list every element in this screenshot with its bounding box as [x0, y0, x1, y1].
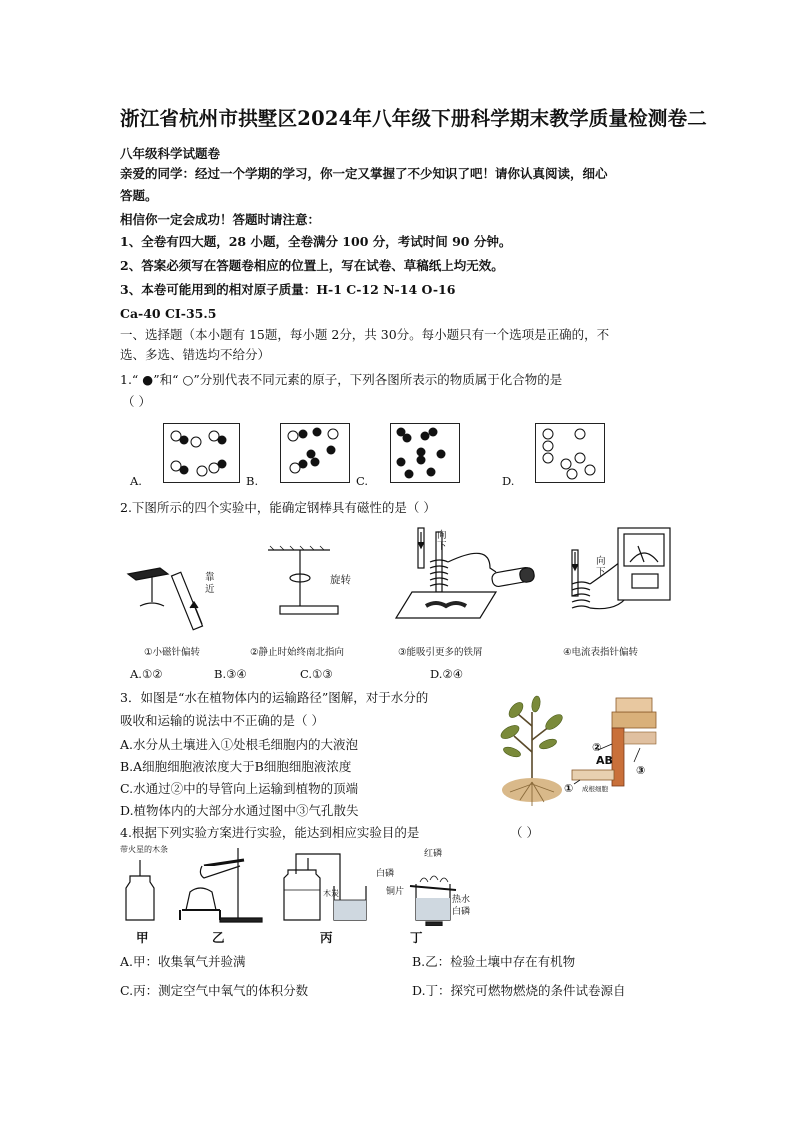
- q3-fig-label-3: ③: [636, 764, 646, 777]
- q4-label-red-phosphorus: 红磷: [424, 849, 443, 859]
- q2-stem: 2.下图所示的四个实验中，能确定钢棒具有磁性的是（ ）: [120, 500, 436, 515]
- q2-label-near: 靠 近: [205, 572, 215, 595]
- q4-name-jia: 甲: [136, 930, 149, 945]
- molecule-diagram-a: [164, 424, 239, 482]
- q3-stem-2: 吸收和运输的说法中不正确的是（ ）: [120, 713, 324, 728]
- q3-fig-label-2: ②: [592, 741, 602, 754]
- q2-option-c: C.①③: [300, 667, 333, 681]
- q4-label-charcoal: 木炭: [323, 889, 339, 898]
- q4-label-copper: 铜片: [386, 887, 405, 897]
- page-title: 浙江省杭州市拱墅区2024年八年级下册科学期末教学质量检测卷二: [120, 107, 707, 130]
- q2-caption-1: ①小磁针偏转: [144, 647, 201, 658]
- q4-paren: （ ）: [510, 825, 539, 840]
- q2-label-rotate: 旋转: [330, 574, 351, 586]
- q2-option-d: D.②④: [430, 667, 464, 681]
- q1-option-a: A.: [130, 474, 142, 488]
- q4-stem: 4.根据下列实验方案进行实验，能达到相应实验目的是: [120, 825, 420, 840]
- q1-option-c: C.: [356, 474, 369, 488]
- q4-name-bing: 丙: [320, 930, 333, 945]
- section-1-line-1: 一、选择题（本小题有 15题，每小题 2分，共 30分。每小题只有一个选项是正确的，不: [120, 327, 610, 342]
- q2-label-down-2: 向 下: [596, 556, 606, 578]
- q2-caption-3: ③能吸引更多的铁屑: [398, 647, 483, 658]
- q3-option-a: A.水分从土壤进入①处根毛细胞内的大液泡: [120, 737, 359, 752]
- q4-label-white-phosphorus-2: 白磷: [452, 907, 471, 917]
- q1-box-a: [163, 423, 240, 483]
- q4-option-b: B.乙：检验土壤中存在有机物: [412, 954, 576, 969]
- intro-line-1: 亲爱的同学：经过一个学期的学习，你一定又掌握了不少知识了吧！请你认真阅读，细心: [120, 166, 608, 181]
- molecule-diagram-c: [391, 424, 459, 482]
- q1-paren: （ ）: [122, 394, 151, 409]
- q1-option-b: B.: [246, 474, 259, 488]
- q3-fig-label-root: 成根细胞: [582, 785, 608, 793]
- rule-4: Ca-40 CI-35.5: [120, 306, 217, 321]
- q4-label-hot-water: 热水: [452, 895, 471, 905]
- q3-option-b: B.A细胞细胞液浓度大于B细胞细胞液浓度: [120, 759, 352, 774]
- q4-option-d: D.丁：探究可燃物燃烧的条件试卷源自: [412, 983, 626, 998]
- q4-option-a: A.甲：收集氧气并验满: [120, 954, 246, 969]
- q3-stem-1: 3．如图是“水在植物体内的运输路径”图解，对于水分的: [120, 690, 429, 705]
- intro-line-3: 相信你一定会成功！答题时请注意：: [120, 212, 321, 227]
- intro-line-2: 答题。: [120, 188, 158, 203]
- q1-box-d: [535, 423, 605, 483]
- q2-option-b: B.③④: [214, 667, 247, 681]
- rule-1: 1、全卷有四大题，28 小题，全卷满分 100 分，考试时间 90 分钟。: [120, 234, 512, 249]
- q3-option-c: C.水通过②中的导管向上运输到植物的顶端: [120, 781, 359, 796]
- q1-option-d: D.: [502, 474, 515, 488]
- subtitle: 八年级科学试题卷: [120, 146, 221, 161]
- q4-label-stick: 带火星的木条: [120, 845, 168, 854]
- rule-3: 3、本卷可能用到的相对原子质量：H-1 C-12 N-14 O-16: [120, 282, 456, 297]
- molecule-diagram-d: [536, 424, 604, 482]
- q4-label-white-phosphorus-1: 白磷: [376, 869, 395, 879]
- section-1-line-2: 选、多选、错选均不给分）: [120, 347, 271, 362]
- q1-box-b: [280, 423, 350, 483]
- rule-2: 2、答案必须写在答题卷相应的位置上，写在试卷、草稿纸上均无效。: [120, 258, 504, 273]
- q2-caption-4: ④电流表指针偏转: [563, 647, 639, 658]
- q1-stem: 1.“ ●”和“ ○”分别代表不同元素的原子，下列各图所表示的物质属于化合物的是: [120, 372, 563, 387]
- q3-fig-label-ab: AB: [596, 754, 613, 767]
- molecule-diagram-b: [281, 424, 349, 482]
- q4-option-c: C.丙：测定空气中氧气的体积分数: [120, 983, 309, 998]
- q4-name-ding: 丁: [410, 930, 423, 945]
- q2-caption-2: ②静止时始终南北指向: [250, 647, 345, 658]
- q3-option-d: D.植物体内的大部分水通过图中③气孔散失: [120, 803, 359, 818]
- q2-option-a: A.①②: [130, 667, 163, 681]
- q4-name-yi: 乙: [212, 930, 225, 945]
- q3-fig-label-1: ①: [564, 782, 574, 795]
- q2-label-down-1: 向 下: [437, 530, 447, 552]
- q1-box-c: [390, 423, 460, 483]
